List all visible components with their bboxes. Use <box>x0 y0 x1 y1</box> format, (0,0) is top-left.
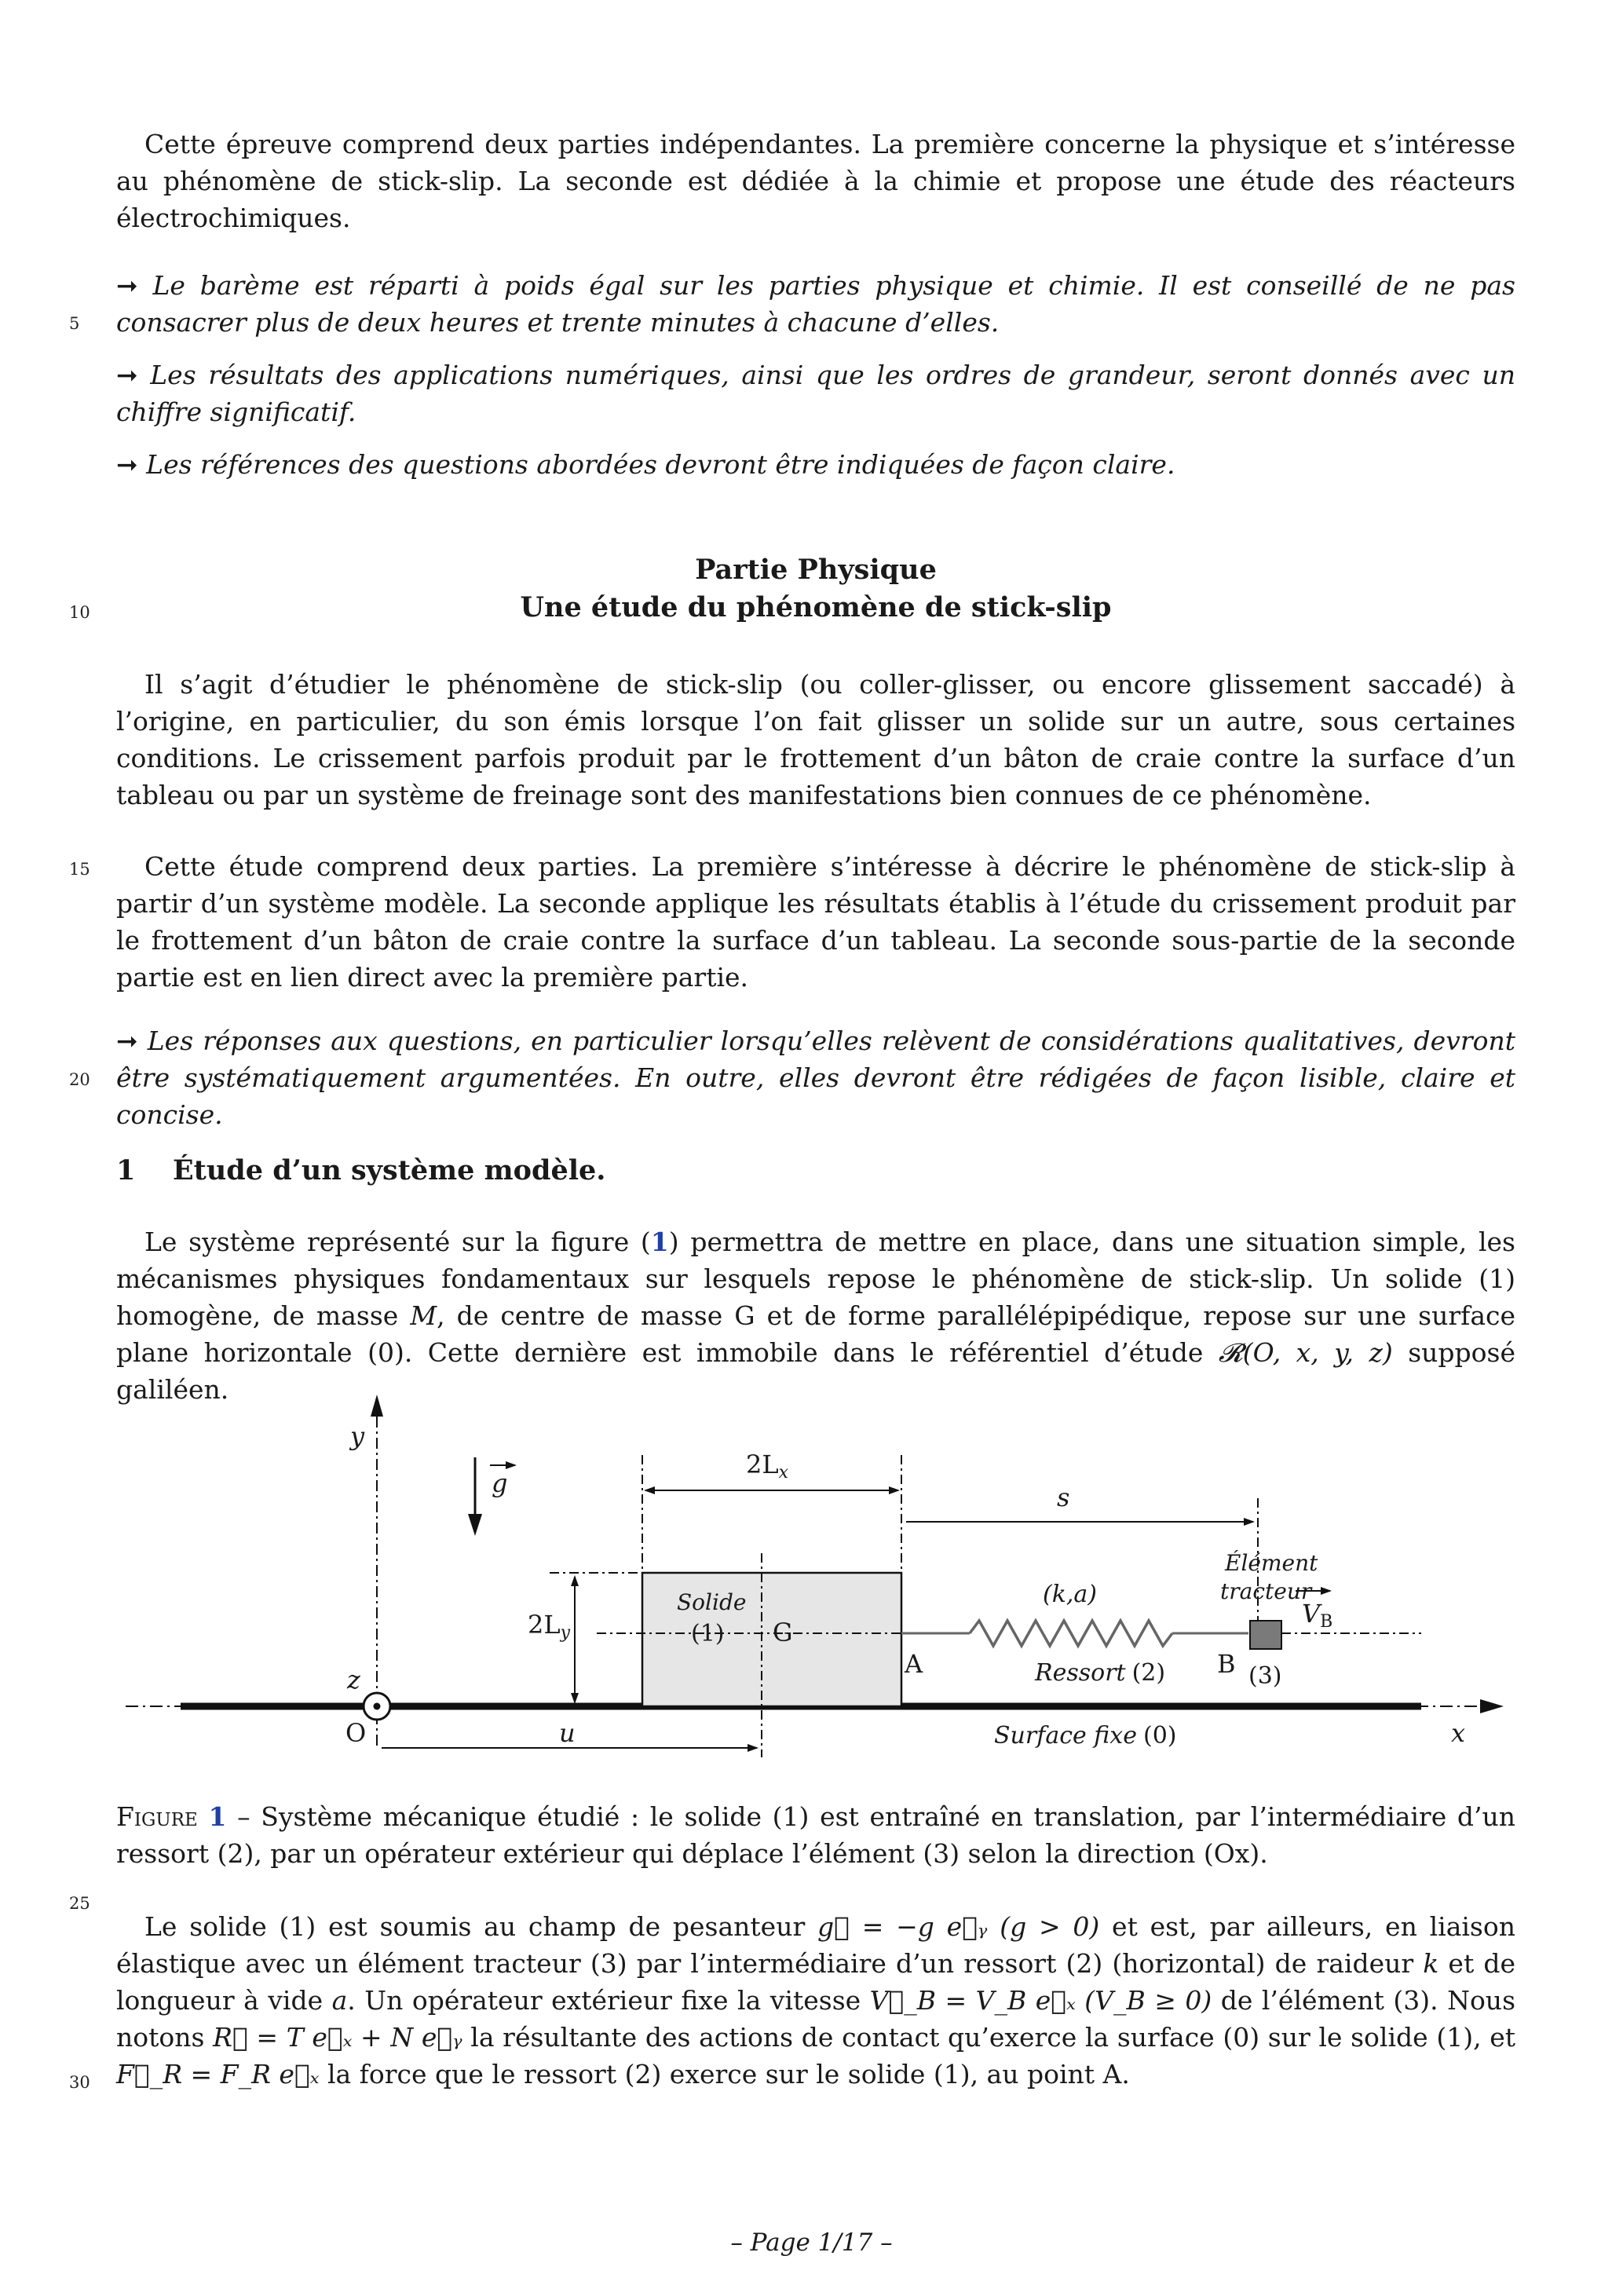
label-A: A <box>905 1649 923 1679</box>
label-g: g <box>492 1468 508 1498</box>
section-paragraph: Le système représenté sur la figure (1) permettra de mettre en place, dans une situation simple, les mécanismes physiques fondamentaux sur lesquels repose le phénomène de stick-slip. Un solide (1) homogène, de masse M, de centre de masse G et de forme parallélépipédique, repose sur une surface plane horizontale (0). Cette dernière est immobile dans le référentiel d’étude 𝓡(O, x, y, z) supposé galiléen. <box>116 1227 1516 1405</box>
label-solide-num: (1) <box>691 1620 725 1647</box>
section-title: Étude d’un système modèle. <box>173 1154 606 1186</box>
intro-paragraph: Cette épreuve comprend deux parties indépendantes. La première concerne la physique et s’intéresse au phénomène de stick-slip. La seconde est dédiée à la chimie et propose une étude des réacteurs électrochimiques. <box>116 129 1515 233</box>
label-ressort: Ressort (2) <box>1035 1659 1166 1687</box>
label-tracteur: tracteur <box>1220 1578 1312 1604</box>
x-axis-arrow-icon <box>1480 1699 1504 1713</box>
line-number: 5 <box>69 314 80 333</box>
label-solide: Solide <box>677 1589 747 1615</box>
gravity-arrow-head-icon <box>468 1514 482 1536</box>
part-title: Partie Physique <box>695 554 937 586</box>
part-paragraph-2: Cette étude comprend deux parties. La première s’intéresse à décrire le phénomène de stick-slip à partir d’un système modèle. La seconde applique les résultats établis à l’étude du crissement produit par le frottement d’un bâton de craie contre la surface d’un tableau. La seconde sous-partie de la seconde partie est en lien direct avec la première partie. <box>116 851 1515 993</box>
note-references: ➞ Les références des questions abordées devront être indiquées de façon claire. <box>116 449 1175 480</box>
label-ka: (k,a) <box>1043 1581 1098 1608</box>
label-element-num: (3) <box>1248 1662 1282 1690</box>
tractor-element <box>1250 1621 1281 1649</box>
label-G: G <box>773 1618 793 1647</box>
arrow-icon: ➞ <box>116 449 138 480</box>
line-number: 15 <box>69 860 90 879</box>
note-reponses: ➞ Les réponses aux questions, en particulier lorsqu’elles relèvent de considérations qualitatives, devront être systématiquement argumentées. En outre, elles devront être rédigées de façon lisible, claire et concise. <box>116 1026 1515 1130</box>
part-subtitle: Une étude du phénomène de stick-slip <box>520 591 1112 623</box>
paragraph-forces: Le solide (1) est soumis au champ de pesanteur g⃗ = −g e⃗ᵧ (g > 0) et est, par ailleurs, en liaison élastique avec un élément tracteur (3) par l’intermédiaire d’un ressort (2) (horizontal) de raideur k et de longueur à vide a. Un opérateur extérieur fixe la vitesse V⃗_B = V_B e⃗ₓ (V_B ≥ 0) de l’élément (3). Nous notons R⃗ = T e⃗ₓ + N e⃗ᵧ la résultante des actions de contact qu’exerce la surface (0) sur le solide (1), et F⃗_R = F_R e⃗ₓ la force que le ressort (2) exerce sur le solide (1), au point A. <box>116 1911 1515 2089</box>
label-element: Élément <box>1225 1550 1318 1576</box>
label-VB: VB <box>1302 1599 1333 1632</box>
label-2Ly: 2Ly <box>528 1610 571 1643</box>
label-O: O <box>345 1718 367 1748</box>
figure-caption: Figure 1 – Système mécanique étudié : le solide (1) est entraîné en translation, par l’intermédiaire d’un ressort (2), par un opérateur extérieur qui déplace l’élément (3) selon la direction (Ox). <box>116 1801 1515 1869</box>
line-number: 25 <box>69 1894 90 1913</box>
figure-mechanical-system <box>118 1388 1515 1773</box>
arrow-icon: ➞ <box>116 270 138 301</box>
label-2Lx: 2Lx <box>746 1450 789 1483</box>
page-footer: – Page 1/17 – <box>730 2228 893 2257</box>
figure-link[interactable]: 1 <box>650 1227 669 1257</box>
label-u: u <box>559 1718 576 1748</box>
figure-number: 1 <box>208 1801 227 1832</box>
line-number: 30 <box>69 2073 90 2092</box>
y-axis-arrow-icon <box>371 1395 383 1417</box>
arrow-icon: ➞ <box>116 1026 138 1056</box>
label-z: z <box>347 1665 360 1695</box>
note-resultats: ➞ Les résultats des applications numériques, ainsi que les ordres de grandeur, seront donnés avec un chiffre significatif. <box>116 360 1515 427</box>
section-heading <box>116 1154 606 1186</box>
arrow-icon: ➞ <box>116 360 138 390</box>
part-paragraph-1: Il s’agit d’étudier le phénomène de stick-slip (ou coller-glisser, ou encore glissement saccadé) à l’origine, en particulier, du son émis lorsque l’on fait glisser un solide sur un autre, sous certaines conditions. Le crissement parfois produit par le frottement d’un bâton de craie contre la surface d’un tableau ou par un système de freinage sont des manifestations bien connues de ce phénomène. <box>116 669 1515 810</box>
label-x: x <box>1451 1718 1466 1748</box>
line-number: 20 <box>69 1070 90 1089</box>
label-surface: Surface fixe (0) <box>994 1722 1177 1749</box>
section-number: 1 <box>116 1154 136 1186</box>
label-B: B <box>1217 1649 1236 1679</box>
label-s: s <box>1057 1483 1070 1512</box>
note-bareme: ➞ Le barème est réparti à poids égal sur les parties physique et chimie. Il est conseillé de ne pas consacrer plus de deux heures et trente minutes à chacune d’elles. <box>116 270 1515 338</box>
origin-dot <box>374 1703 381 1710</box>
spring-zigzag <box>970 1621 1172 1646</box>
line-number: 10 <box>69 603 90 622</box>
label-y: y <box>350 1421 365 1451</box>
